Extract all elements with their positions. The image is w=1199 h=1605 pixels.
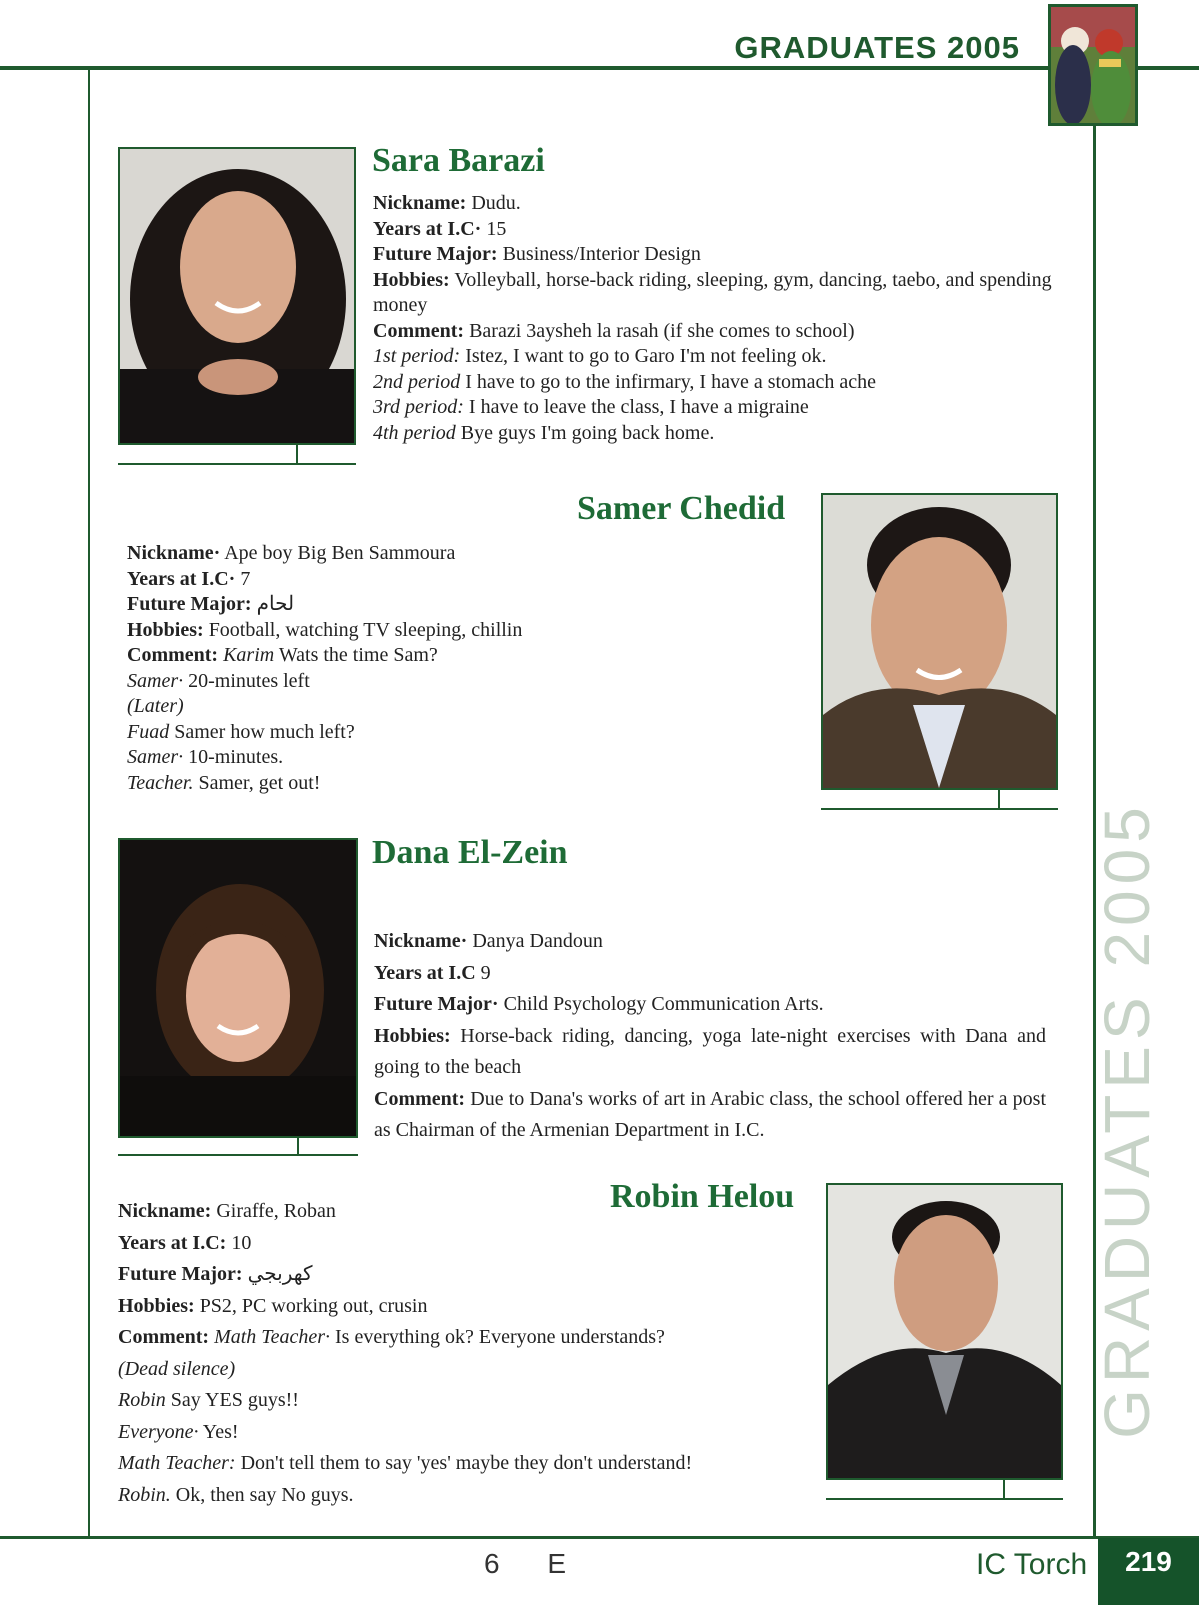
top-rule (0, 66, 1199, 70)
portrait-photo-sara (118, 147, 356, 445)
header-artwork-image (1048, 4, 1138, 126)
magazine-name: IC Torch (976, 1548, 1088, 1581)
portrait-photo-robin (826, 1183, 1063, 1480)
photo-caption-line (826, 1498, 1063, 1500)
photo-caption-line (118, 1154, 358, 1156)
portrait-photo-dana (118, 838, 358, 1138)
photo-caption-tick (1003, 1480, 1005, 1499)
portrait-photo-samer (821, 493, 1058, 790)
student-bio: Nickname· Ape boy Big Ben Sammoura Years at I.C· 7 Future Major: لحام Hobbies: Football, watching TV sleeping, chillin Comment: Karim Wats the time Sam? Samer· 20-minutes left (Later) Fuad Samer how much left? Samer· 10-minutes. Teacher. Samer, get out! (127, 542, 523, 794)
photo-caption-tick (998, 790, 1000, 809)
student-bio: Nickname: Giraffe, Roban Years at I.C: 10 Future Major: كهربجي Hobbies: PS2, PC working out, crusin Comment: Math Teacher· Is everything ok? Everyone understands? (Dead silence) Robin Say YES guys!! Everyone· Yes! Math Teacher: Don't tell them to say 'yes' maybe they don't understand! Robin. Ok, then say No guys. (118, 1200, 693, 1506)
student-name: Robin Helou (610, 1178, 795, 1215)
page-marker: 6 E (484, 1548, 587, 1579)
left-frame-line (88, 66, 90, 1538)
photo-caption-line (821, 808, 1058, 810)
page-number: 219 (1098, 1538, 1199, 1605)
student-name: Samer Chedid (577, 490, 786, 527)
page-header-title: GRADUATES 2005 (734, 30, 1020, 65)
side-banner: GRADUATES 2005 (1091, 801, 1163, 1439)
student-name: Sara Barazi (372, 142, 545, 179)
photo-caption-tick (297, 1138, 299, 1155)
student-bio: Nickname· Danya Dandoun Years at I.C 9 Future Major· Child Psychology Communication Arts. Hobbies: Horse-back riding, dancing, yoga late-night exercises with Dana and going to the beach Comment: Due to Dana's works of art in Arabic class, the school offered her a post as Chairman of the Armenian Department in I.C. (374, 930, 1046, 1141)
student-name: Dana El-Zein (372, 834, 568, 871)
footer-rule (0, 1536, 1199, 1539)
photo-caption-tick (296, 445, 298, 464)
student-bio: Nickname: Dudu. Years at I.C· 15 Future Major: Business/Interior Design Hobbies: Volleyball, horse-back riding, sleeping, gym, dancing, taebo, and spending money Comment: Barazi 3aysheh la rasah (if she comes to school) 1st period: Istez, I want to go to Garo I'm not feeling ok. 2nd period I have to go to the infirmary, I have a stomach ache 3rd period: I have to leave the class, I have a migraine 4th period Bye guys I'm going back home. (373, 192, 1052, 444)
photo-caption-line (118, 463, 356, 465)
